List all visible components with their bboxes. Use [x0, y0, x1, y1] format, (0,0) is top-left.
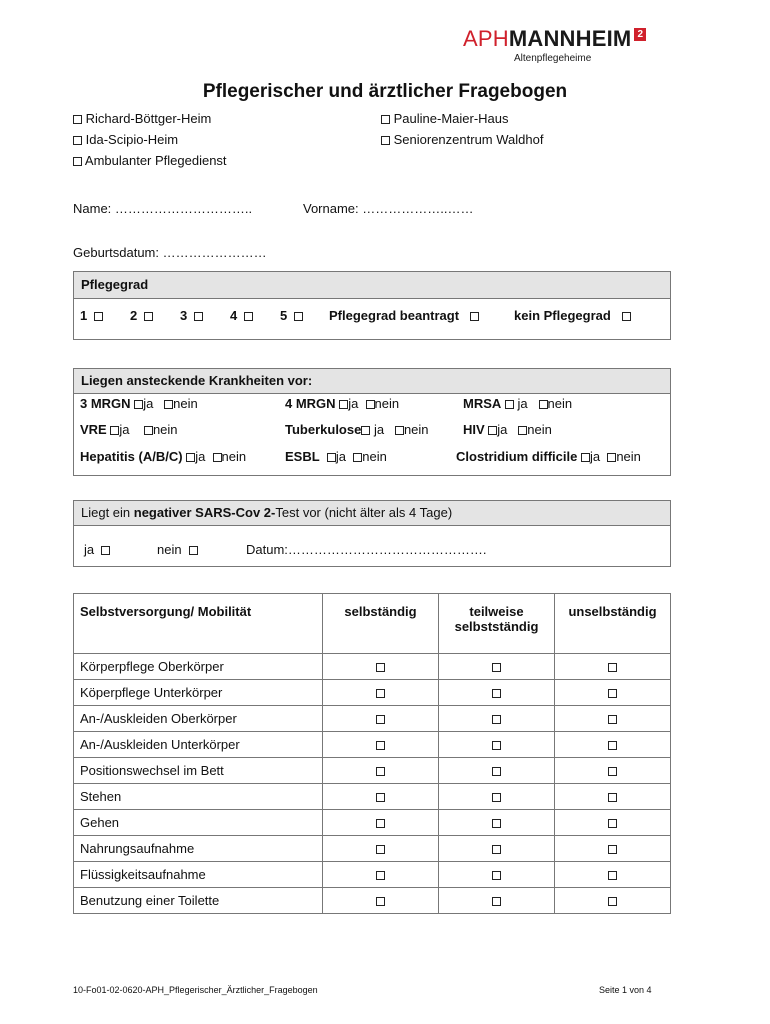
pflegegrad-beantragt-option[interactable] [329, 308, 479, 323]
disease-label: VRE [80, 422, 107, 437]
checkbox[interactable] [470, 312, 479, 321]
footer-doc-id: 10-Fo01-02-0620-APH_Pflegerischer_Ärztlicher_Fragebogen [73, 985, 318, 995]
ja-checkbox[interactable] [327, 453, 336, 462]
disease-item [285, 396, 399, 411]
disease-item [80, 422, 178, 437]
nein-label: nein [221, 449, 247, 464]
ja-label: ja [195, 449, 206, 464]
disease-label: HIV [463, 422, 485, 437]
checkbox[interactable] [376, 845, 385, 854]
footer-page-number: Seite 1 von 4 [599, 985, 652, 995]
nein-checkbox[interactable] [353, 453, 362, 462]
column-header: Selbstversorgung/ Mobilität [74, 594, 323, 654]
facility-option[interactable] [381, 132, 543, 147]
pflegegrad-section [73, 271, 671, 340]
checkbox[interactable] [294, 312, 303, 321]
logo-subtitle: Altenpflegeheime [514, 53, 592, 64]
facility-option[interactable] [381, 111, 509, 126]
disease-label: Tuberkulose [285, 422, 362, 437]
checkbox[interactable] [376, 689, 385, 698]
disease-item [285, 449, 387, 464]
ja-checkbox[interactable] [110, 426, 119, 435]
nein-label: nein [362, 449, 387, 464]
nein-checkbox[interactable] [395, 426, 404, 435]
column-header: unselbständig [555, 594, 671, 654]
checkbox[interactable] [381, 136, 390, 145]
disease-label: 3 MRGN [80, 396, 131, 411]
checkbox[interactable] [492, 741, 501, 750]
pflegegrad-header: Pflegegrad [74, 272, 670, 299]
nein-checkbox[interactable] [539, 400, 548, 409]
disease-item [285, 422, 429, 437]
sars-header-pre: Liegt ein [81, 505, 134, 520]
pflegegrad-option-2[interactable] [130, 308, 153, 323]
table-row [74, 732, 671, 758]
row-label: Nahrungsaufnahme [74, 836, 323, 862]
nein-checkbox[interactable] [607, 453, 616, 462]
nein-label: nein [157, 542, 182, 557]
facility-option[interactable] [73, 153, 227, 168]
checkbox[interactable] [492, 845, 501, 854]
checkbox[interactable] [608, 741, 617, 750]
selbstversorgung-table [73, 593, 671, 914]
row-label: Gehen [74, 810, 323, 836]
checkbox[interactable] [608, 663, 617, 672]
ja-checkbox[interactable] [361, 426, 370, 435]
ja-label: ja [143, 396, 154, 411]
nein-label: nein [527, 422, 552, 437]
ja-checkbox[interactable] [505, 400, 514, 409]
pflegegrad-option-4[interactable] [230, 308, 253, 323]
checkbox[interactable] [492, 871, 501, 880]
ja-checkbox[interactable] [186, 453, 195, 462]
option-label: Pflegegrad beantragt [329, 308, 460, 323]
table-header-row [74, 594, 671, 654]
checkbox[interactable] [376, 871, 385, 880]
checkbox[interactable] [608, 715, 617, 724]
ja-checkbox[interactable] [339, 400, 348, 409]
nein-checkbox[interactable] [144, 426, 153, 435]
checkbox[interactable] [376, 663, 385, 672]
disease-item [80, 396, 198, 411]
sars-datum-field[interactable]: Datum:………………………………………. [246, 542, 487, 557]
ja-label: ja [373, 422, 385, 437]
facility-option[interactable] [73, 132, 178, 147]
checkbox[interactable] [608, 767, 617, 776]
checkbox[interactable] [622, 312, 631, 321]
ja-label: ja [517, 396, 528, 411]
nein-checkbox[interactable] [164, 400, 173, 409]
checkbox[interactable] [608, 689, 617, 698]
checkbox[interactable] [73, 157, 82, 166]
ja-checkbox[interactable] [581, 453, 590, 462]
logo-badge: 2 [634, 28, 646, 41]
row-label: Flüssigkeitsaufnahme [74, 862, 323, 888]
column-header: teilweise selbstständig [439, 594, 555, 654]
checkbox[interactable] [492, 767, 501, 776]
checkbox[interactable] [376, 793, 385, 802]
ja-label: ja [119, 422, 130, 437]
disease-item [456, 449, 641, 464]
nein-label: nein [173, 396, 198, 411]
disease-label: ESBL [285, 449, 320, 464]
page-title: Pflegerischer und ärztlicher Fragebogen [202, 81, 568, 102]
pflegegrad-option-5[interactable] [280, 308, 303, 323]
disease-item [80, 449, 246, 464]
pflegegrad-option-1[interactable] [80, 308, 103, 323]
table-row [74, 888, 671, 914]
option-label: 3 [180, 308, 188, 323]
column-header: selbständig [323, 594, 439, 654]
ja-label: ja [84, 542, 95, 557]
checkbox[interactable] [381, 115, 390, 124]
option-label: 5 [280, 308, 288, 323]
checkbox[interactable] [608, 819, 617, 828]
option-label: 2 [130, 308, 138, 323]
checkbox[interactable] [376, 741, 385, 750]
facility-label: Ambulanter Pflegedienst [84, 153, 227, 168]
table-row [74, 810, 671, 836]
checkbox[interactable] [492, 663, 501, 672]
facility-label: Ida-Scipio-Heim [85, 132, 179, 147]
checkbox[interactable] [73, 136, 82, 145]
checkbox[interactable] [73, 115, 82, 124]
checkbox[interactable] [492, 715, 501, 724]
checkbox[interactable] [189, 546, 198, 555]
logo-aph-text: APH [463, 26, 509, 51]
sars-nein-option[interactable] [157, 542, 198, 557]
nein-checkbox[interactable] [518, 426, 527, 435]
krankheiten-header: Liegen ansteckende Krankheiten vor: [74, 369, 670, 394]
checkbox[interactable] [376, 715, 385, 724]
disease-label: 4 MRGN [285, 396, 336, 411]
checkbox[interactable] [194, 312, 203, 321]
checkbox[interactable] [244, 312, 253, 321]
table-row [74, 862, 671, 888]
kein-pflegegrad-option[interactable] [514, 308, 631, 323]
checkbox[interactable] [608, 845, 617, 854]
checkbox[interactable] [492, 793, 501, 802]
disease-label: Clostridium difficile [456, 449, 578, 464]
ja-label: ja [348, 396, 359, 411]
name-field[interactable]: Name: ………………………….. [73, 201, 253, 216]
checkbox[interactable] [492, 689, 501, 698]
option-label: kein Pflegegrad [514, 308, 611, 323]
checkbox[interactable] [376, 767, 385, 776]
ja-checkbox[interactable] [134, 400, 143, 409]
option-label: 1 [80, 308, 88, 323]
nein-checkbox[interactable] [366, 400, 375, 409]
checkbox[interactable] [94, 312, 103, 321]
sars-header [74, 501, 670, 526]
nein-label: nein [152, 422, 178, 437]
checkbox[interactable] [608, 793, 617, 802]
nein-label: nein [616, 449, 641, 464]
sars-header-post: Test vor (nicht älter als 4 Tage) [275, 505, 453, 520]
table-row [74, 836, 671, 862]
disease-label: MRSA [463, 396, 502, 411]
geburtsdatum-field[interactable]: Geburtsdatum: …………………… [73, 245, 267, 260]
disease-label: Hepatitis (A/B/C) [80, 449, 183, 464]
table-row [74, 758, 671, 784]
row-label: An-/Auskleiden Oberkörper [74, 706, 323, 732]
row-label: Stehen [74, 784, 323, 810]
checkbox[interactable] [376, 897, 385, 906]
facility-label: Pauline-Maier-Haus [393, 111, 509, 126]
nein-label: nein [374, 396, 400, 411]
checkbox[interactable] [608, 897, 617, 906]
table-row [74, 654, 671, 680]
table-row [74, 680, 671, 706]
disease-item [463, 396, 572, 411]
sars-header-bold: negativer SARS-Cov 2- [133, 505, 276, 520]
row-label: An-/Auskleiden Unterkörper [74, 732, 323, 758]
pflegegrad-option-3[interactable] [180, 308, 203, 323]
option-label: 4 [230, 308, 238, 323]
checkbox[interactable] [101, 546, 110, 555]
table-row [74, 706, 671, 732]
nein-label: nein [547, 396, 573, 411]
vorname-field[interactable]: Vorname: ………………..…… [303, 201, 474, 216]
ja-label: ja [335, 449, 347, 464]
ja-label: ja [589, 449, 601, 464]
aph-logo [463, 26, 646, 52]
ja-checkbox[interactable] [488, 426, 497, 435]
checkbox[interactable] [608, 871, 617, 880]
row-label: Benutzung einer Toilette [74, 888, 323, 914]
checkbox[interactable] [492, 819, 501, 828]
facility-label: Seniorenzentrum Waldhof [393, 132, 544, 147]
row-label: Köperpflege Unterkörper [74, 680, 323, 706]
table-row [74, 784, 671, 810]
nein-label: nein [403, 422, 429, 437]
ja-label: ja [497, 422, 508, 437]
checkbox[interactable] [492, 897, 501, 906]
row-label: Positionswechsel im Bett [74, 758, 323, 784]
disease-item [463, 422, 552, 437]
row-label: Körperpflege Oberkörper [74, 654, 323, 680]
checkbox[interactable] [144, 312, 153, 321]
logo-mannheim-text: MANNHEIM [508, 26, 632, 51]
checkbox[interactable] [376, 819, 385, 828]
facility-option[interactable] [73, 111, 211, 126]
facility-label: Richard-Böttger-Heim [85, 111, 212, 126]
sars-ja-option[interactable] [84, 542, 110, 557]
nein-checkbox[interactable] [213, 453, 222, 462]
